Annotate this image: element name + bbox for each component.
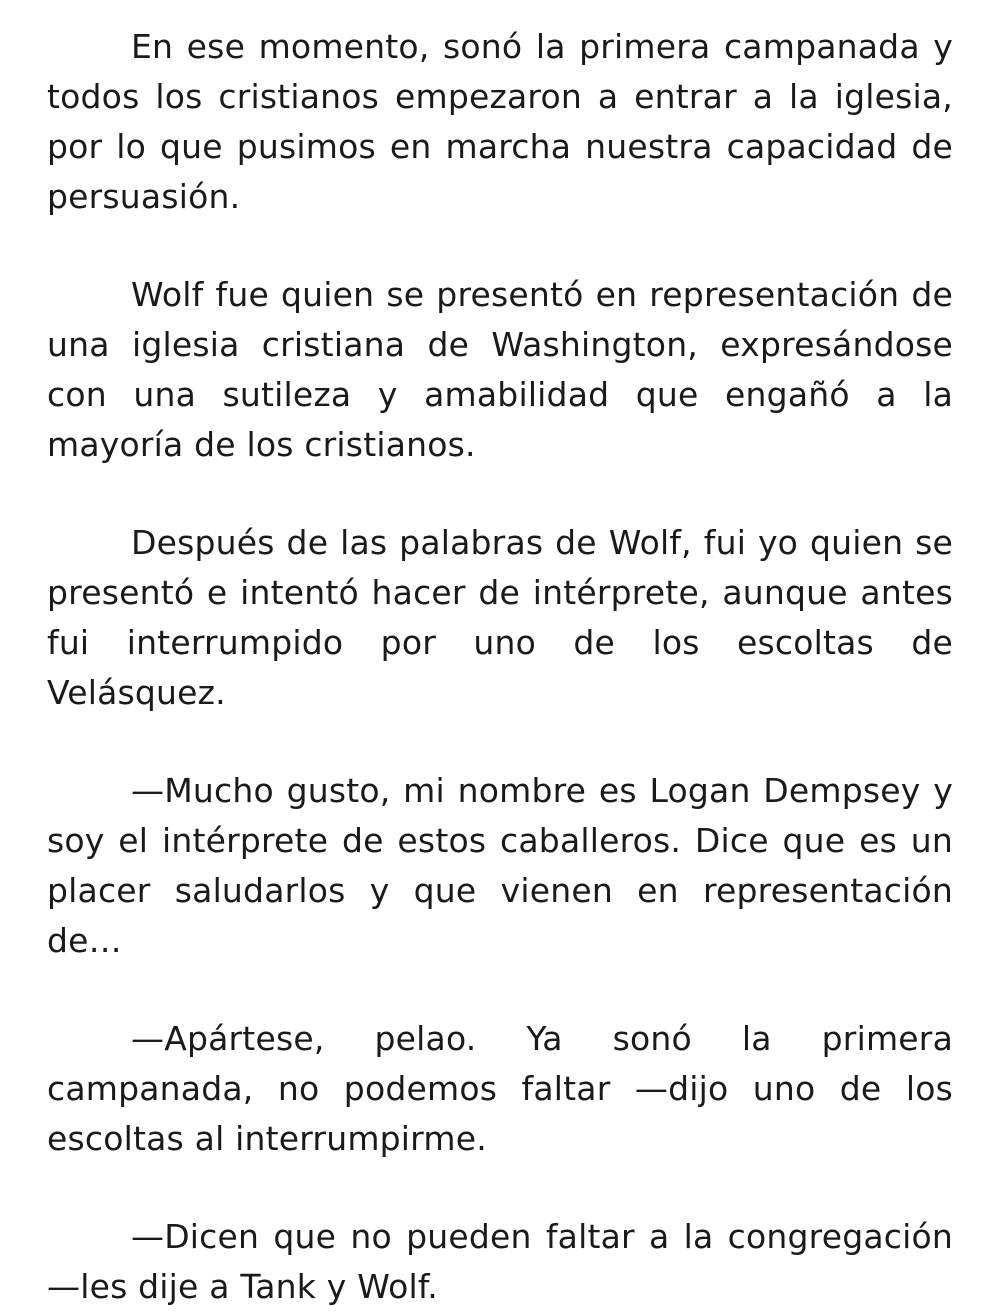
paragraph: En ese momento, sonó la primera campanada y todos los cristianos empezaron a entrar a la iglesia, por lo que pusimos en marcha nuestra capacidad de persuasión. bbox=[47, 27, 953, 216]
paragraph: Wolf fue quien se presentó en representación de una iglesia cristiana de Washington, expresándose con una sutileza y amabilidad que engañó a la mayoría de los cristianos. bbox=[47, 275, 953, 464]
dialogue-paragraph: —Dicen que no pueden faltar a la congregación —les dije a Tank y Wolf. bbox=[47, 1217, 953, 1306]
dialogue-paragraph: —Apártese, pelao. Ya sonó la primera campanada, no podemos faltar —dijo uno de los escoltas al interrumpirme. bbox=[47, 1019, 953, 1158]
dialogue-paragraph: —Mucho gusto, mi nombre es Logan Dempsey y soy el intérprete de estos caballeros. Dice que es un placer saludarlos y que vienen en representación de… bbox=[47, 771, 953, 960]
paragraph: Después de las palabras de Wolf, fui yo quien se presentó e intentó hacer de intérprete, aunque antes fui interrumpido por uno de los escoltas de Velásquez. bbox=[47, 523, 953, 712]
document-page bbox=[47, 22, 953, 1312]
